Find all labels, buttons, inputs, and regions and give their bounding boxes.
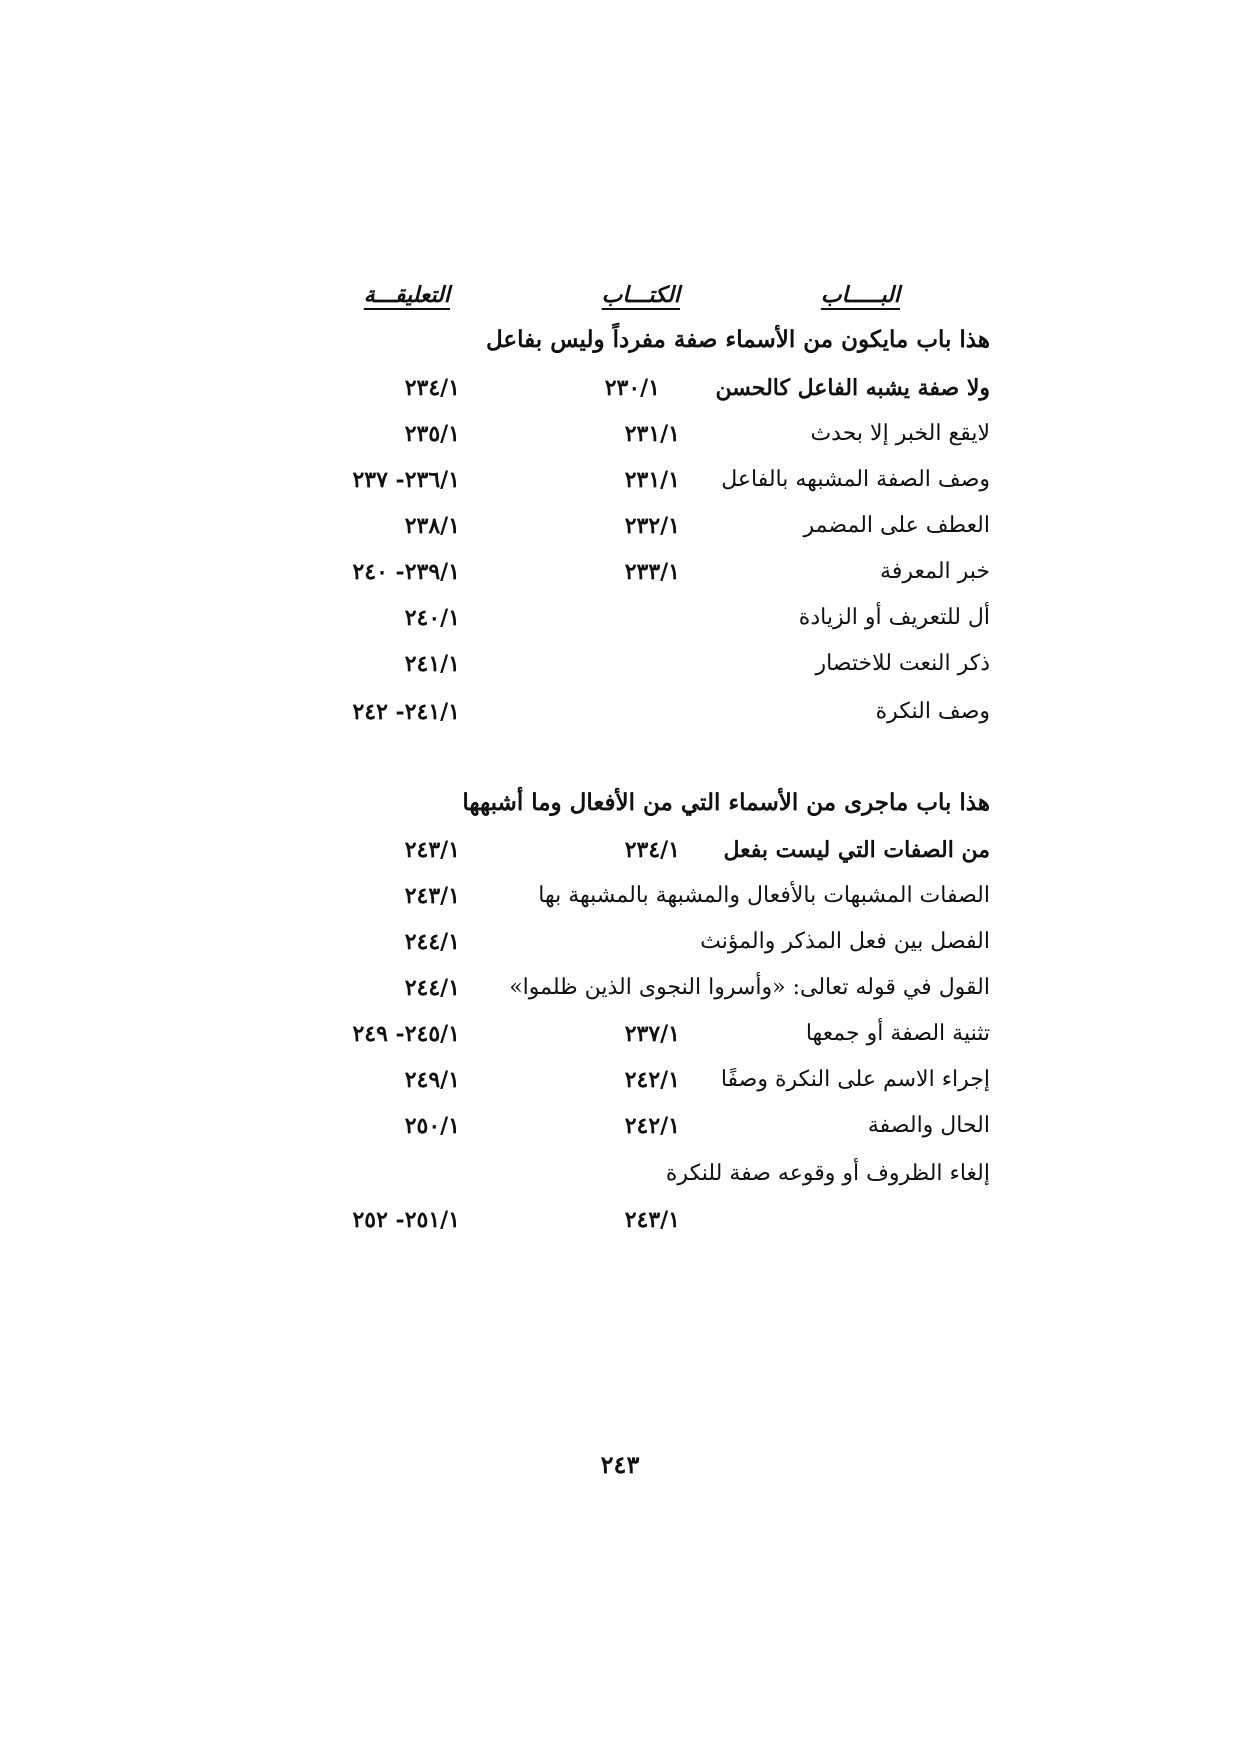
row-title: الحال والصفة <box>867 1113 990 1138</box>
row-title: القول في قوله تعالى: «وأسروا النجوى الذين ظلموا» <box>509 975 990 1000</box>
table-row <box>340 968 990 1008</box>
row-book: ٢٣٠/١ <box>604 375 660 401</box>
row-commentary: ٢٣٤/١ <box>404 375 460 401</box>
row-book: ٢٣٧/١ <box>624 1021 680 1047</box>
table-row <box>340 830 990 870</box>
row-title: ولا صفة يشبه الفاعل كالحسن <box>715 375 990 401</box>
row-commentary: ٢٣٥/١ <box>404 421 460 447</box>
row-commentary: ٢٥٠/١ <box>404 1113 460 1139</box>
row-commentary: ٢٤٤/١ <box>404 929 460 955</box>
row-commentary: ٢٤٩/١ <box>404 1067 460 1093</box>
row-title: وصف النكرة <box>875 699 990 724</box>
table-row <box>340 1106 990 1146</box>
row-title: إلغاء الظروف أو وقوعه صفة للنكرة <box>665 1161 990 1186</box>
row-title: خبر المعرفة <box>880 559 990 584</box>
section-1-title: هذا باب مايكون من الأسماء صفة مفرداً وليس بفاعل <box>486 326 990 353</box>
row-title: الصفات المشبهات بالأفعال والمشبهة بالمشبهة بها <box>538 883 990 908</box>
row-title: إجراء الاسم على النكرة وصفًا <box>720 1067 990 1092</box>
row-title: ذكر النعت للاختصار <box>815 651 990 676</box>
column-header-row <box>340 275 990 315</box>
table-row <box>340 1154 990 1194</box>
row-title: لايقع الخبر إلا بحدث <box>810 421 990 446</box>
table-row <box>340 644 990 684</box>
row-book: ٢٣٢/١ <box>624 513 680 539</box>
table-row <box>340 414 990 454</box>
row-commentary: ٢٤١/١ <box>404 651 460 677</box>
row-title: العطف على المضمر <box>803 513 990 538</box>
row-title: الفصل بين فعل المذكر والمؤنث <box>700 929 990 954</box>
row-book: ٢٤٢/١ <box>624 1067 680 1093</box>
row-commentary: ٢٤٠/١ <box>404 605 460 631</box>
row-title: وصف الصفة المشبهه بالفاعل <box>721 467 990 492</box>
row-commentary: ٢٤٤/١ <box>404 975 460 1001</box>
row-title: من الصفات التي ليست بفعل <box>723 837 990 863</box>
header-book: الكتـــاب <box>601 282 680 308</box>
row-commentary: ٢٣٦/١- ٢٣٧ <box>352 467 460 493</box>
table-row <box>340 692 990 732</box>
row-book: ٢٣٤/١ <box>624 837 680 863</box>
row-commentary: ٢٤٣/١ <box>404 883 460 909</box>
row-book: ٢٣٣/١ <box>624 559 680 585</box>
row-title: تثنية الصفة أو جمعها <box>805 1021 990 1046</box>
row-commentary: ٢٥١/١- ٢٥٢ <box>352 1207 460 1233</box>
header-chapter: البـــــاب <box>820 282 900 308</box>
table-row <box>340 1060 990 1100</box>
row-commentary: ٢٤٣/١ <box>404 837 460 863</box>
header-commentary: التعليقـــة <box>363 282 450 308</box>
page-number: ٢٤٣ <box>600 1450 640 1479</box>
row-book: ٢٤٣/١ <box>624 1207 680 1233</box>
table-row <box>340 876 990 916</box>
row-book: ٢٣١/١ <box>624 467 680 493</box>
row-commentary: ٢٤٥/١- ٢٤٩ <box>352 1021 460 1047</box>
table-row <box>340 1200 990 1240</box>
row-title: أل للتعريف أو الزيادة <box>798 605 990 630</box>
row-commentary: ٢٣٩/١- ٢٤٠ <box>352 559 460 585</box>
table-row <box>340 922 990 962</box>
table-row <box>340 552 990 592</box>
table-row <box>340 506 990 546</box>
table-row <box>340 368 990 408</box>
row-commentary: ٢٤١/١- ٢٤٢ <box>352 699 460 725</box>
table-row <box>340 598 990 638</box>
section-2-title: هذا باب ماجرى من الأسماء التي من الأفعال وما أشبهها <box>462 789 990 816</box>
table-row <box>340 1014 990 1054</box>
row-book: ٢٣١/١ <box>624 421 680 447</box>
row-book: ٢٤٢/١ <box>624 1113 680 1139</box>
table-row <box>340 460 990 500</box>
row-commentary: ٢٣٨/١ <box>404 513 460 539</box>
